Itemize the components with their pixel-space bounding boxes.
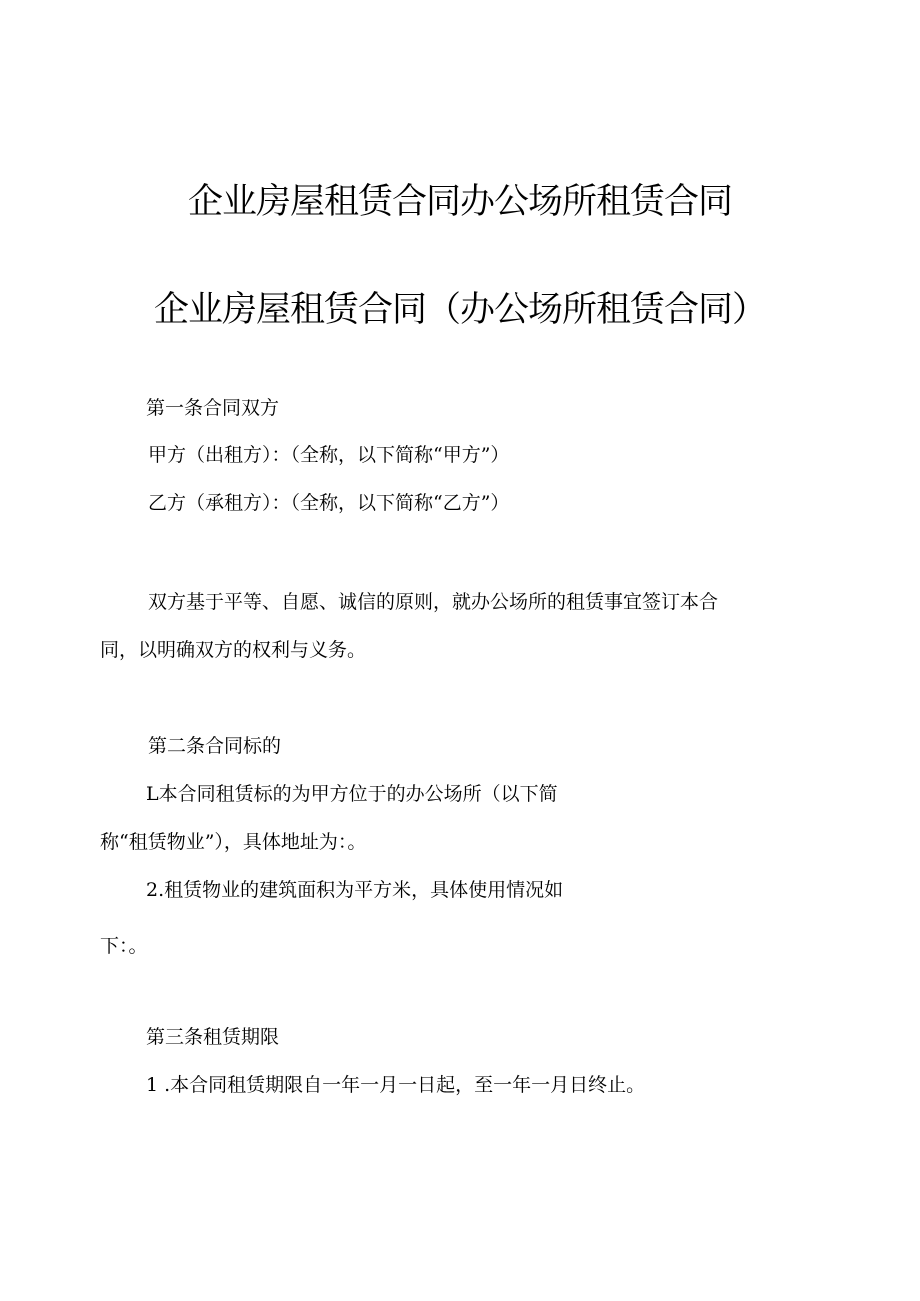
document-subtitle: 企业房屋租赁合同（办公场所租赁合同） (153, 290, 766, 330)
party-b-line: 乙方（承租方）：（全称，以下简称“乙方”） (148, 492, 510, 514)
preamble-line-2: 同，以明确双方的权利与义务。 (100, 639, 367, 661)
preamble-line-1: 双方基于平等、自愿、诚信的原则，就办公场所的租赁事宜签订本合 (148, 591, 719, 613)
document-title: 企业房屋租赁合同办公场所租赁合同 (187, 182, 732, 222)
article2-item1-line-2: 称“租赁物业”），具体地址为：。 (100, 831, 367, 853)
article2-item2-line-1: 2.租赁物业的建筑面积为平方米，具体使用情况如 (146, 879, 564, 901)
party-a-line: 甲方（出租方）：（全称，以下简称“甲方”） (148, 444, 510, 466)
article2-item2-line-2: 下：。 (100, 935, 148, 957)
article3-item1: 1 .本合同租赁期限自一年一月一日起，至一年一月日终止。 (146, 1074, 646, 1096)
article1-heading: 第一条合同双方 (146, 397, 280, 419)
article3-heading: 第三条租赁期限 (146, 1026, 280, 1048)
article2-heading: 第二条合同标的 (148, 735, 282, 757)
article2-item1-line-1: L本合同租赁标的为甲方位于的办公场所（以下简 (146, 783, 558, 805)
